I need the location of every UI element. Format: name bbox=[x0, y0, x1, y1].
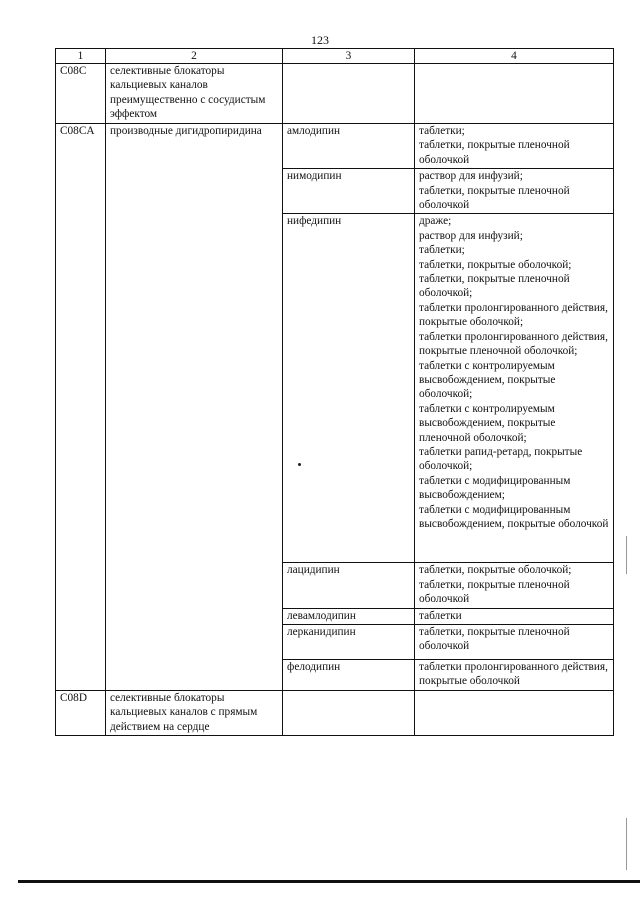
atc-code: C08CA bbox=[56, 124, 106, 691]
drug-name: амлодипин bbox=[283, 124, 415, 169]
column-header-2: 2 bbox=[106, 49, 283, 64]
dosage-forms: таблетки bbox=[415, 608, 614, 624]
bottom-rule bbox=[18, 880, 640, 883]
dosage-forms bbox=[415, 64, 614, 124]
dosage-forms bbox=[415, 690, 614, 735]
drug-name bbox=[283, 64, 415, 124]
atc-code: C08D bbox=[56, 690, 106, 735]
dosage-forms: драже; раствор для инфузий; таблетки; таблетки, покрытые оболочкой; таблетки, покрытые пленочной оболочкой; таблетки пролонгированного действия, покрытые оболочкой; таблетки пролонгированного действия, покрытые пленочной оболочкой; таблетки с контролируемым высвобождением, покрытые оболочкой; таблетки с контролируемым высвобождением, покрытые пленочной оболочкой; таблетки рапид-ретард, покрытые оболочкой; таблетки с модифицированным высвобождением; таблетки с модифицированным высвобождением, покрытые оболочкой bbox=[415, 214, 614, 563]
dosage-forms: раствор для инфузий; таблетки, покрытые пленочной оболочкой bbox=[415, 169, 614, 214]
table-row bbox=[56, 690, 614, 735]
dosage-forms: таблетки; таблетки, покрытые пленочной оболочкой bbox=[415, 124, 614, 169]
column-header-3: 3 bbox=[283, 49, 415, 64]
column-header-1: 1 bbox=[56, 49, 106, 64]
drug-name: левамлодипин bbox=[283, 608, 415, 624]
drug-name bbox=[283, 690, 415, 735]
drug-name: фелодипин bbox=[283, 660, 415, 691]
drug-name: лерканидипин bbox=[283, 625, 415, 660]
header-row bbox=[56, 49, 614, 64]
column-header-4: 4 bbox=[415, 49, 614, 64]
dosage-forms: таблетки пролонгированного действия, покрытые оболочкой bbox=[415, 660, 614, 691]
page-number: 123 bbox=[311, 33, 329, 47]
drug-name: нимодипин bbox=[283, 169, 415, 214]
group-description: селективные блокаторы кальциевых каналов преимущественно с сосудистым эффектом bbox=[106, 64, 283, 124]
dosage-forms: таблетки, покрытые пленочной оболочкой bbox=[415, 625, 614, 660]
atc-code: C08C bbox=[56, 64, 106, 124]
margin-mark bbox=[626, 536, 627, 574]
drug-name: лацидипин bbox=[283, 563, 415, 608]
drug-classification-table bbox=[55, 48, 614, 736]
group-description: производные дигидропиридина bbox=[106, 124, 283, 691]
dosage-forms: таблетки, покрытые оболочкой; таблетки, покрытые пленочной оболочкой bbox=[415, 563, 614, 608]
drug-name: нифедипин bbox=[283, 214, 415, 563]
table-row bbox=[56, 64, 614, 124]
table-row bbox=[56, 124, 614, 169]
scan-speck bbox=[298, 463, 301, 466]
group-description: селективные блокаторы кальциевых каналов с прямым действием на сердце bbox=[106, 690, 283, 735]
margin-mark bbox=[626, 818, 627, 870]
